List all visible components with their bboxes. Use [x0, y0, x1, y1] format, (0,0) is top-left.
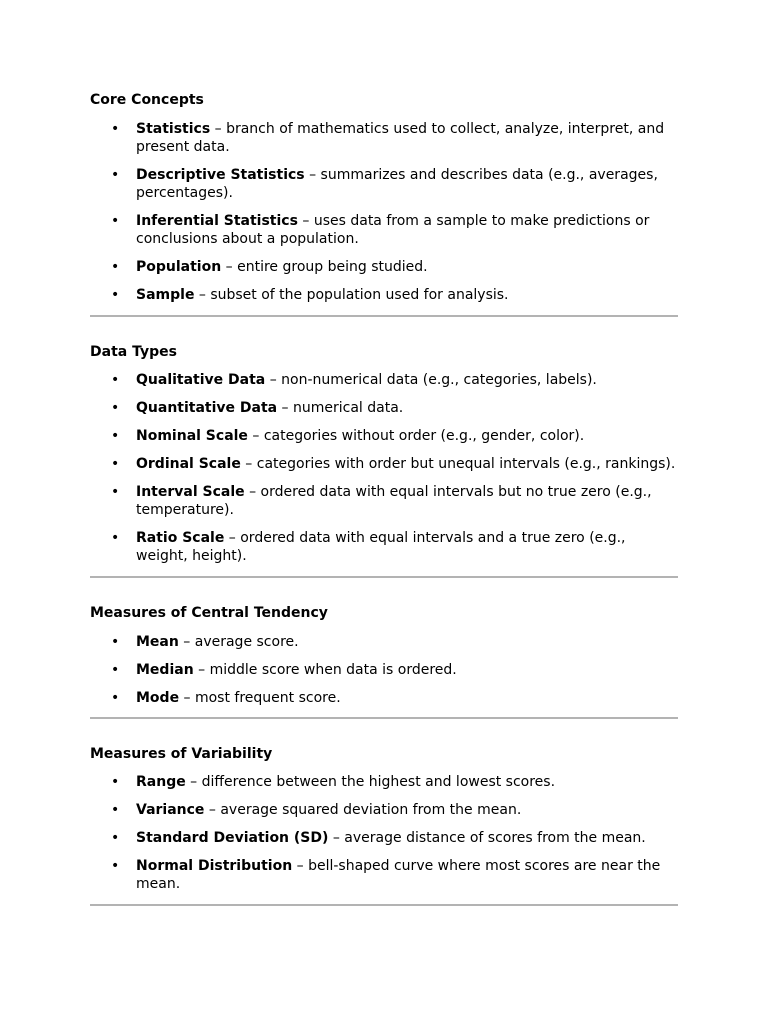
- bullet-icon: •: [111, 858, 120, 874]
- definition: – categories with order but unequal intervals (e.g., rankings).: [240, 456, 676, 472]
- term: Standard Deviation (SD): [136, 830, 329, 846]
- section-variability: [90, 745, 678, 893]
- list-item: [90, 829, 678, 847]
- definition: – summarizes and describes data (e.g., averages, percentages).: [136, 167, 658, 201]
- bullet-icon: •: [111, 287, 120, 303]
- list-item: [90, 529, 678, 565]
- section-title: Data Types: [90, 344, 177, 360]
- definition: – ordered data with equal intervals and a true zero (e.g., weight, height).: [136, 530, 626, 564]
- section-data-types: [90, 343, 678, 565]
- term: Mode: [136, 690, 180, 706]
- term: Sample: [136, 287, 195, 303]
- term: Quantitative Data: [136, 400, 278, 416]
- definition: – average score.: [178, 634, 299, 650]
- section-divider: [90, 315, 678, 317]
- list-item: [90, 258, 678, 276]
- list-item: [90, 166, 678, 202]
- term-list: [90, 120, 678, 304]
- section-central-tendency: [90, 604, 678, 707]
- bullet-icon: •: [111, 662, 120, 678]
- section-core-concepts: [90, 91, 678, 304]
- definition: – entire group being studied.: [221, 259, 428, 275]
- list-item: [90, 286, 678, 304]
- section-divider: [90, 717, 678, 719]
- term: Ratio Scale: [136, 530, 225, 546]
- list-item: [90, 455, 678, 473]
- term: Median: [136, 662, 194, 678]
- term: Population: [136, 259, 222, 275]
- section-divider: [90, 904, 678, 906]
- definition: – average distance of scores from the mean.: [328, 830, 646, 846]
- bullet-icon: •: [111, 830, 120, 846]
- definition: – uses data from a sample to make predictions or conclusions about a population.: [136, 213, 650, 247]
- bullet-icon: •: [111, 167, 120, 183]
- definition: – non-numerical data (e.g., categories, labels).: [265, 372, 597, 388]
- definition: – difference between the highest and lowest scores.: [185, 774, 556, 790]
- term: Nominal Scale: [136, 428, 248, 444]
- definition: – middle score when data is ordered.: [193, 662, 457, 678]
- term-list: [90, 371, 678, 565]
- definition: – bell-shaped curve where most scores are near the mean.: [136, 858, 661, 892]
- list-item: [90, 120, 678, 156]
- definition: – categories without order (e.g., gender, color).: [247, 428, 585, 444]
- list-item: [90, 371, 678, 389]
- definition: – most frequent score.: [179, 690, 341, 706]
- definition: – average squared deviation from the mean.: [204, 802, 522, 818]
- term: Statistics: [136, 121, 211, 137]
- list-item: [90, 689, 678, 707]
- list-item: [90, 483, 678, 519]
- term: Interval Scale: [136, 484, 245, 500]
- section-title: Core Concepts: [90, 92, 204, 108]
- bullet-icon: •: [111, 456, 120, 472]
- definition: – numerical data.: [277, 400, 404, 416]
- bullet-icon: •: [111, 372, 120, 388]
- list-item: [90, 773, 678, 791]
- bullet-icon: •: [111, 400, 120, 416]
- bullet-icon: •: [111, 484, 120, 500]
- term: Inferential Statistics: [136, 213, 298, 229]
- term: Normal Distribution: [136, 858, 293, 874]
- bullet-icon: •: [111, 802, 120, 818]
- definition: – ordered data with equal intervals but no true zero (e.g., temperature).: [136, 484, 652, 518]
- list-item: [90, 633, 678, 651]
- term: Qualitative Data: [136, 372, 266, 388]
- term: Ordinal Scale: [136, 456, 241, 472]
- list-item: [90, 857, 678, 893]
- bullet-icon: •: [111, 530, 120, 546]
- section-title: Measures of Central Tendency: [90, 605, 328, 621]
- list-item: [90, 801, 678, 819]
- bullet-icon: •: [111, 774, 120, 790]
- term: Mean: [136, 634, 179, 650]
- section-divider: [90, 576, 678, 578]
- term: Descriptive Statistics: [136, 167, 305, 183]
- definition: – branch of mathematics used to collect, analyze, interpret, and present data.: [136, 121, 665, 155]
- bullet-icon: •: [111, 121, 120, 137]
- term: Range: [136, 774, 186, 790]
- list-item: [90, 399, 678, 417]
- list-item: [90, 427, 678, 445]
- bullet-icon: •: [111, 690, 120, 706]
- definition: – subset of the population used for analysis.: [194, 287, 509, 303]
- bullet-icon: •: [111, 428, 120, 444]
- list-item: [90, 212, 678, 248]
- term: Variance: [136, 802, 205, 818]
- bullet-icon: •: [111, 259, 120, 275]
- list-item: [90, 661, 678, 679]
- bullet-icon: •: [111, 213, 120, 229]
- bullet-icon: •: [111, 634, 120, 650]
- section-title: Measures of Variability: [90, 746, 273, 762]
- term-list: [90, 773, 678, 893]
- term-list: [90, 633, 678, 707]
